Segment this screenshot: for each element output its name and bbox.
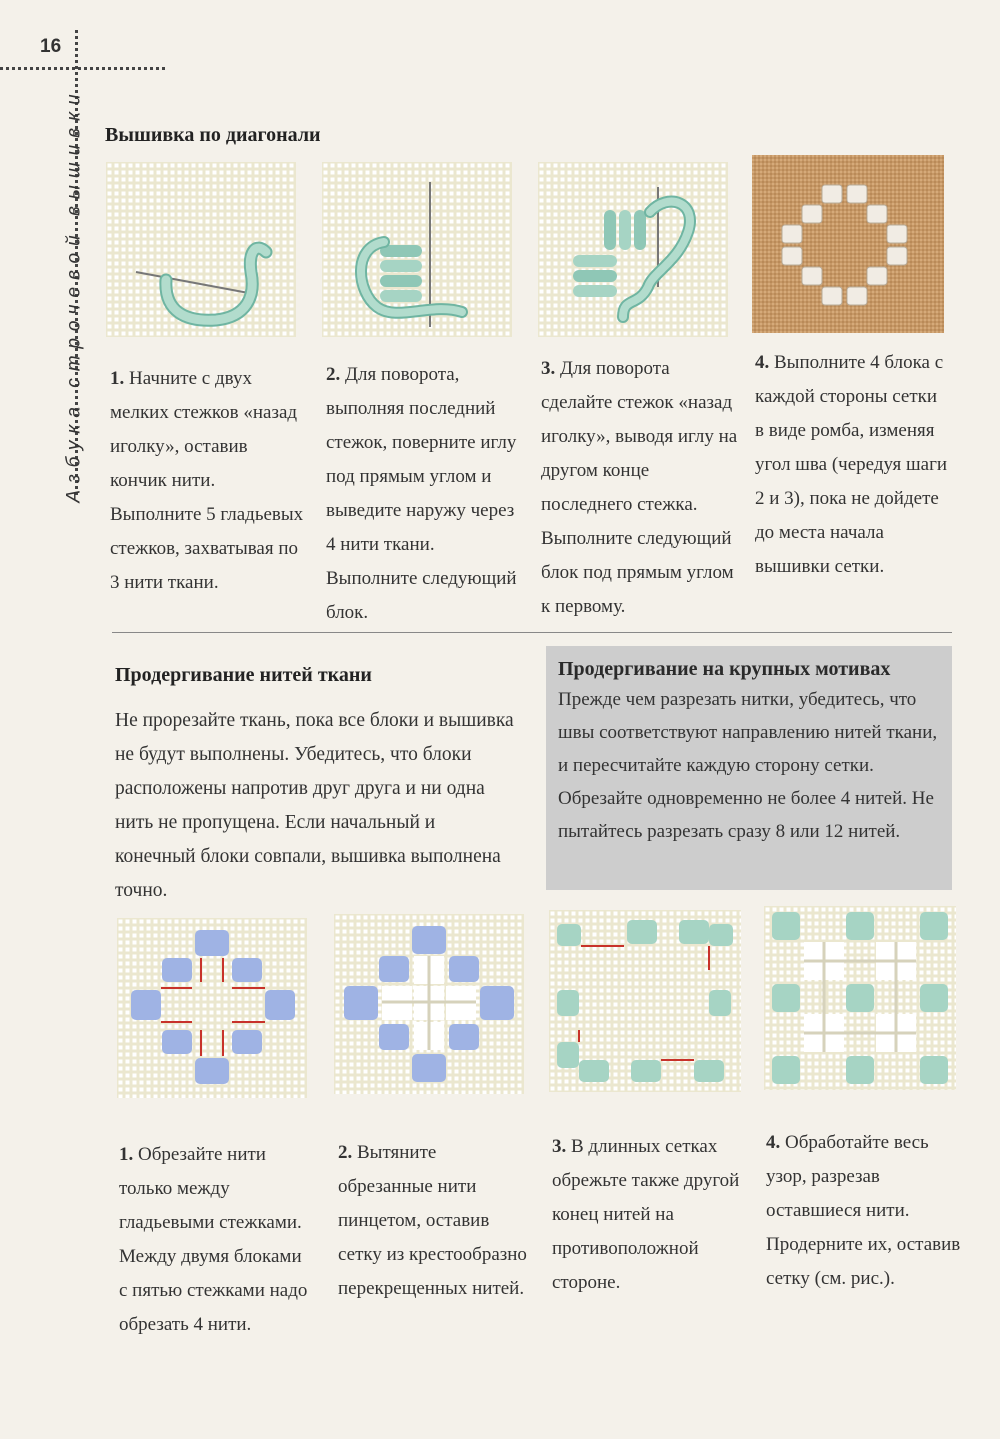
caption-top-3-text: Для поворота сделайте стежок «назад иголку», выводя иглу на другом конце последнего стежка. Выполните следующий блок под прямым углом к первому. xyxy=(541,358,738,617)
caption-top-1 xyxy=(110,362,305,600)
info-box xyxy=(546,646,952,890)
figure-step4-photo xyxy=(752,155,944,333)
page-number: 16 xyxy=(40,36,62,57)
side-title-text: Азбука строчевой вышивки xyxy=(64,87,85,503)
caption-bottom-1 xyxy=(119,1138,309,1342)
caption-bottom-3 xyxy=(552,1130,747,1300)
figure-step2-diagonal xyxy=(322,162,512,337)
caption-top-3 xyxy=(541,352,741,624)
caption-top-4-num: 4. xyxy=(755,352,770,373)
section-divider xyxy=(112,632,952,633)
caption-top-3-num: 3. xyxy=(541,358,556,379)
caption-top-2-text: Для поворота, выполняя последний стежок, поверните иглу под прямым углом и выведите наружу через 4 нити ткани. Выполните следующий блок. xyxy=(326,364,517,623)
caption-top-4 xyxy=(755,346,950,584)
section2-text: Не прорезайте ткань, пока все блоки и вышивка не будут выполнены. Убедитесь, что блоки расположены напротив друг друга и ни одна нить не пропущена. Если начальный и конечный блоки совпали, вышивка выполнена точно. xyxy=(115,710,514,901)
side-title xyxy=(60,87,90,503)
figure-cut-step1 xyxy=(117,918,307,1098)
caption-bottom-3-num: 3. xyxy=(552,1136,567,1157)
caption-bottom-1-num: 1. xyxy=(119,1144,134,1165)
figure-cut-step2 xyxy=(334,914,524,1094)
figure-step1-diagonal xyxy=(106,162,296,337)
caption-top-2 xyxy=(326,358,524,630)
caption-top-4-text: Выполните 4 блока с каждой стороны сетки в виде ромба, изменяя угол шва (чередуя шаги 2 и 3), пока не дойдете до места начала вышивки сетки. xyxy=(755,352,948,577)
caption-bottom-3-text: В длинных сетках обрежьте также другой конец нитей на противоположной стороне. xyxy=(552,1136,740,1293)
caption-bottom-4-text: Обработайте весь узор, разрезав оставшиеся нити. Продерните их, оставив сетку (см. рис.). xyxy=(766,1132,961,1289)
caption-bottom-4 xyxy=(766,1126,961,1296)
figure-cut-step3 xyxy=(549,910,741,1092)
caption-top-1-num: 1. xyxy=(110,368,125,389)
info-box-text: Прежде чем разрезать нитки, убедитесь, что швы соответствуют направлению нитей ткани, и пересчитайте каждую сторону сетки. Обрезайте одновременно не более 4 нитей. Не пытайтесь разрезать сразу 8 или 12 нитей. xyxy=(558,689,938,842)
figure-step3-diagonal xyxy=(538,162,728,337)
caption-bottom-2 xyxy=(338,1136,528,1306)
caption-top-1-text: Начните с двух мелких стежков «назад иголку», оставив кончик нити. Выполните 5 гладьевых стежков, захватывая по 3 нити ткани. xyxy=(110,368,304,593)
section2-title: Продергивание нитей ткани xyxy=(115,664,372,686)
caption-bottom-2-num: 2. xyxy=(338,1142,353,1163)
dotted-rule-horizontal xyxy=(0,67,165,70)
caption-top-2-num: 2. xyxy=(326,364,341,385)
caption-bottom-2-text: Вытяните обрезанные нити пинцетом, оставив сетку из крестообразно перекрещенных нитей. xyxy=(338,1142,527,1299)
figure-cut-step4 xyxy=(764,906,956,1090)
section1-title: Вышивка по диагонали xyxy=(105,124,321,146)
caption-bottom-4-num: 4. xyxy=(766,1132,781,1153)
caption-bottom-1-text: Обрезайте нити только между гладьевыми стежками. Между двумя блоками с пятью стежками надо обрезать 4 нити. xyxy=(119,1144,308,1335)
info-box-title: Продергивание на крупных мотивах xyxy=(558,658,891,680)
